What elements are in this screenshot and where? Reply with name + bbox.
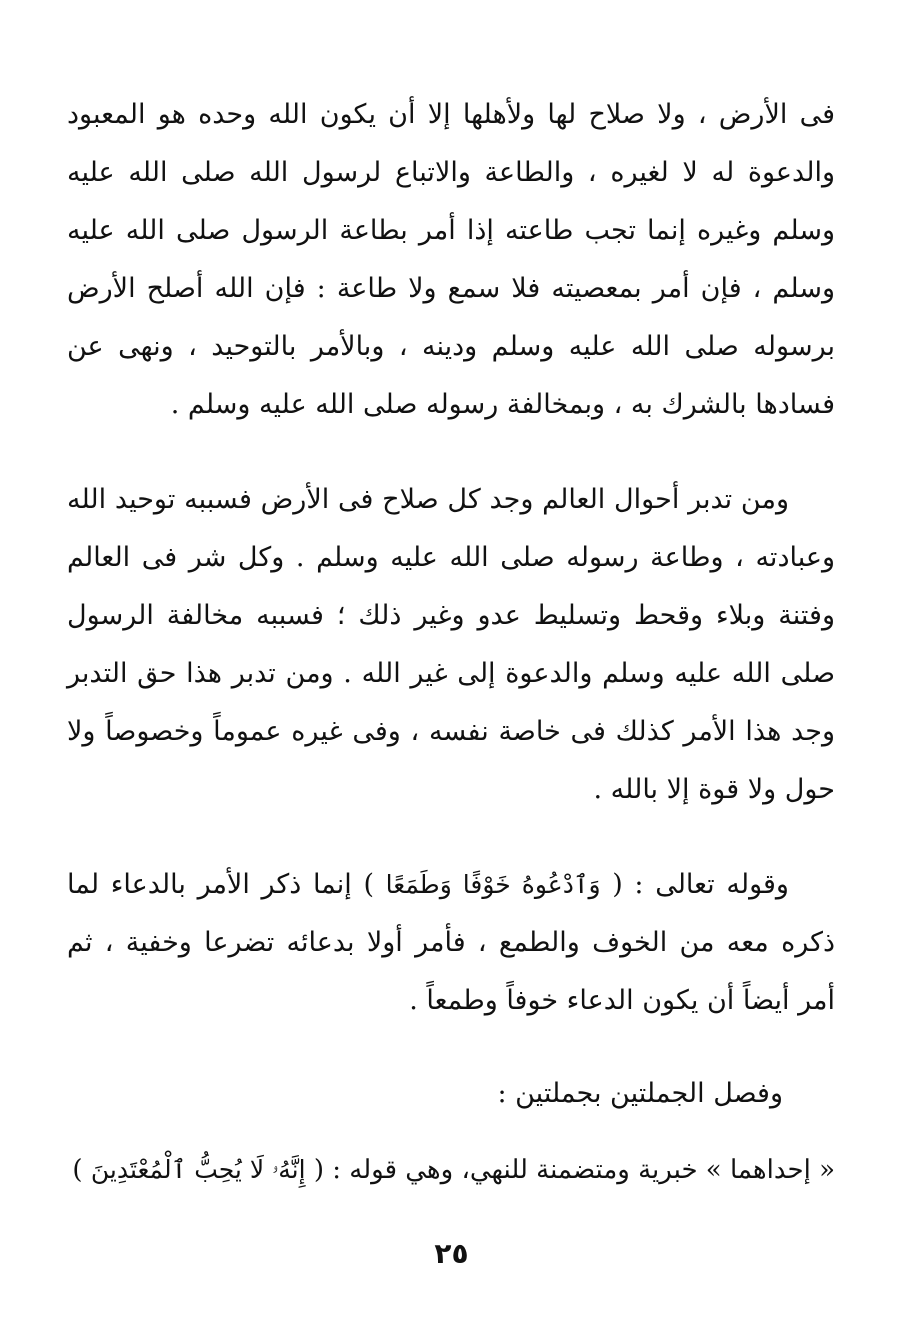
paragraph-1: فى الأرض ، ولا صلاح لها ولأهلها إلا أن يكون الله وحده هو المعبود والدعوة له لا لغيره ، والطاعة والاتباع لرسول الله صلى الله عليه وسلم وغيره إنما تجب طاعته إذا أمر بطاعة الرسول صلى الله عليه وسلم ، فإن أمر بمعصيته فلا سمع ولا طاعة : فإن الله أصلح الأرض برسوله صلى الله عليه وسلم ودينه ، وبالأمر بالتوحيد ، ونهى عن فسادها بالشرك به ، وبمخالفة رسوله صلى الله عليه وسلم . <box>67 99 835 420</box>
paragraph-5-close: ) <box>72 1155 83 1185</box>
quran-verse-1: وَٱدْعُوهُ خَوْفًا وَطَمَعًا <box>385 870 601 899</box>
paragraph-2: ومن تدبر أحوال العالم وجد كل صلاح فى الأرض فسببه توحيد الله وعبادته ، وطاعة رسوله صلى الله عليه وسلم . وكل شر فى العالم وفتنة وبلاء وقحط وتسليط عدو وغير ذلك ؛ فسببه مخالفة الرسول صلى الله عليه وسلم والدعوة إلى غير الله . ومن تدبر هذا حق التدبر وجد هذا الأمر كذلك فى خاصة نفسه ، وفى غيره عموماً وخصوصاً ولا حول ولا قوة إلا بالله . <box>67 484 835 805</box>
paragraph-3 <box>67 856 835 1030</box>
page-number: ٢٥ <box>434 1237 469 1270</box>
paragraph-3-text: ) إنما ذكر الأمر بالدعاء لما ذكره معه من الخوف والطمع ، فأمر أولا بدعائه تضرعا وخفية ، ثم أمر أيضاً أن يكون الدعاء خوفاً وطمعاً . <box>67 869 835 1016</box>
paragraph-5-intro: « إحداهما » خبرية ومتضمنة للنهي، وهي قوله : ( <box>313 1155 835 1185</box>
quran-verse-2: إِنَّهُۥ لَا يُحِبُّ ٱلْمُعْتَدِينَ <box>90 1155 306 1184</box>
paragraph-5 <box>67 1150 835 1190</box>
paragraph-3-intro: وقوله تعالى : ( <box>612 869 789 900</box>
paragraph-4: وفصل الجملتين بجملتين : <box>497 1078 783 1109</box>
